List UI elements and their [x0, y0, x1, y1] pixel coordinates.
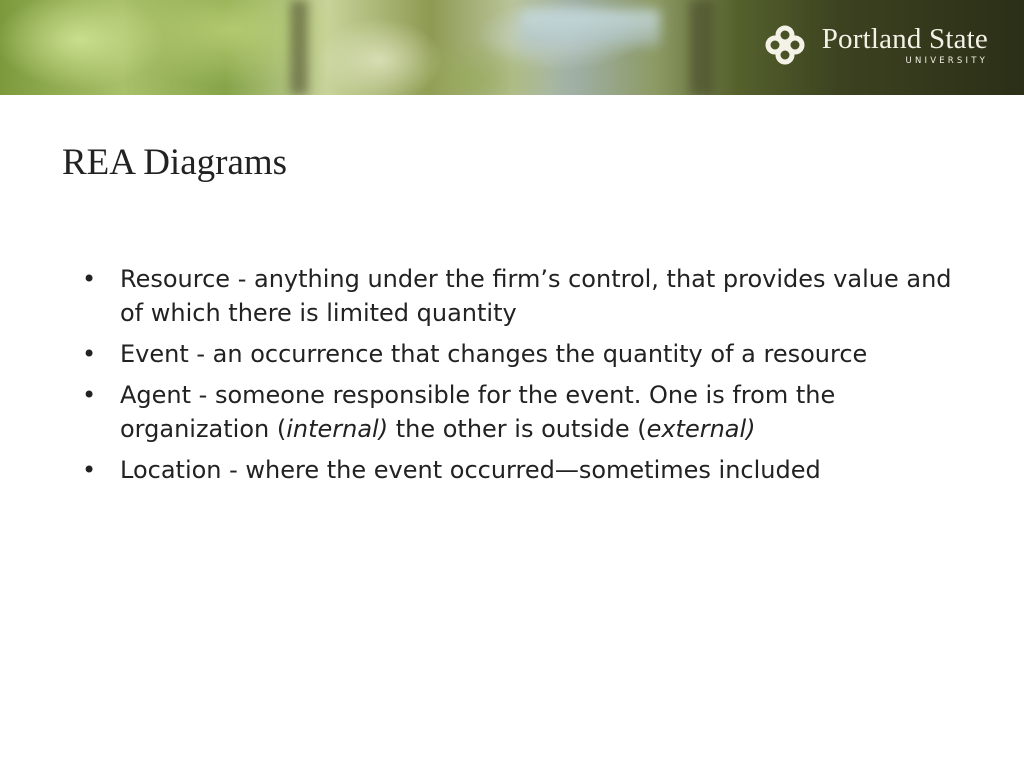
bullet-emphasis-internal: internal)	[286, 415, 389, 443]
banner-photo-trunk	[290, 0, 308, 95]
bullet-list	[82, 262, 962, 494]
bullet-marker: •	[82, 456, 97, 484]
psu-logo-icon	[760, 20, 810, 70]
bullet-marker: •	[82, 340, 97, 368]
brand-subtitle: UNIVERSITY	[905, 56, 988, 66]
bullet-item	[82, 378, 962, 446]
bullet-item	[82, 453, 962, 487]
bullet-marker: •	[82, 265, 97, 293]
university-brand	[760, 20, 988, 70]
banner-photo-trunk	[690, 0, 714, 95]
bullet-text: Resource - anything under the firm’s control, that provides value and of which there is limited quantity	[120, 265, 952, 327]
bullet-marker: •	[82, 381, 97, 409]
bullet-text: the other is outside (	[388, 415, 647, 443]
slide-title: REA Diagrams	[62, 142, 288, 183]
bullet-text: Agent - someone responsible for the event. One is from the organization (	[120, 381, 836, 443]
brand-wordmark	[822, 24, 988, 66]
header-banner	[0, 0, 1024, 95]
bullet-emphasis-external: external)	[646, 415, 756, 443]
bullet-text: Location - where the event occurred—sometimes included	[120, 456, 821, 484]
banner-photo-highlight	[520, 10, 660, 46]
brand-name: Portland State	[821, 23, 988, 55]
bullet-text: Event - an occurrence that changes the quantity of a resource	[120, 340, 868, 368]
bullet-item	[82, 262, 962, 330]
bullet-item	[82, 337, 962, 371]
